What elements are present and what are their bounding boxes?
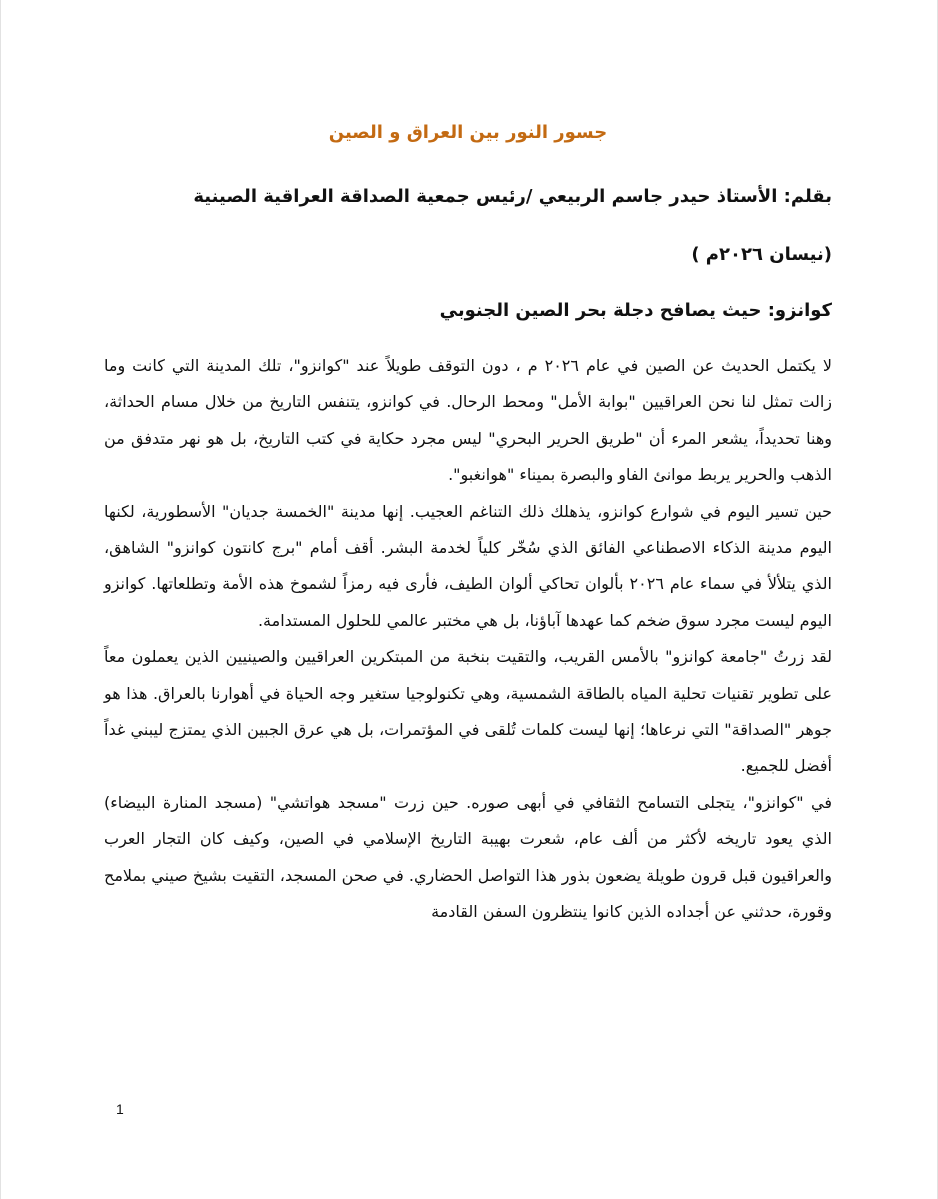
paragraph-1: لا يكتمل الحديث عن الصين في عام ٢٠٢٦ م ، دون التوقف طويلاً عند "كوانزو"، تلك المدينة التي كانت وما زالت تمثل لنا نحن العراقيين "بوابة الأمل" ومحط الرحال. في كوانزو، يتنفس التاريخ من خلال مسام الحداثة، وهنا تحديداً، يشعر المرء أن "طريق الحرير البحري" ليس مجرد حكاية في كتب التاريخ، بل هو نهر متدفق من الذهب والحرير يربط موانئ الفاو والبصرة بميناء "هوانغبو". (104, 356, 832, 485)
document-body (104, 118, 832, 931)
page-number: 1 (116, 1101, 124, 1117)
author-byline: بقلم: الأستاذ حيدر جاسم الربيعي /رئيس جمعية الصداقة العراقية الصينية (193, 186, 832, 207)
document-title: جسور النور بين العراق و الصين (328, 122, 608, 143)
paragraph-3: لقد زرتُ "جامعة كوانزو" بالأمس القريب، والتقيت بنخبة من المبتكرين العراقيين والصينيين الذين يعملون معاً على تطوير تقنيات تحلية المياه بالطاقة الشمسية، وهي تكنولوجيا ستغير وجه الحياة في أهوارنا بالعراق. هذا هو جوهر "الصداقة" التي نرعاها؛ إنها ليست كلمات تُلقى في المؤتمرات، بل هي عرق الجبين الذي يمتزج ليبني غداً أفضل للجميع. (104, 647, 832, 776)
document-date: (نيسان ٢٠٢٦م ) (691, 244, 832, 265)
section-heading: كوانزو: حيث يصافح دجلة بحر الصين الجنوبي (439, 300, 832, 321)
paragraph-2: حين تسير اليوم في شوارع كوانزو، يذهلك ذلك التناغم العجيب. إنها مدينة "الخمسة جديان" الأسطورية، لكنها اليوم مدينة الذكاء الاصطناعي الفائق الذي سُخّر كلياً لخدمة البشر. أقف أمام "برج كانتون كوانزو" الشاهق، الذي يتلألأ في سماء عام ٢٠٢٦ بألوان تحاكي ألوان الطيف، فأرى فيه رمزاً لشموخ هذه الأمة وتطلعاتها. كوانزو اليوم ليست مجرد سوق ضخم كما عهدها آباؤنا، بل هي مختبر عالمي للحلول المستدامة. (104, 501, 832, 630)
paragraph-4: في "كوانزو"، يتجلى التسامح الثقافي في أبهى صوره. حين زرت "مسجد هواتشي" (مسجد المنارة البيضاء) الذي يعود تاريخه لأكثر من ألف عام، شعرت بهيبة التاريخ الإسلامي في الصين، وكيف كان التجار العرب والعراقيون قبل قرون طويلة يضعون بذور هذا التواصل الحضاري. في صحن المسجد، التقيت بشيخ صيني بملامح وقورة، حدثني عن أجداده الذين كانوا ينتظرون السفن القادمة (104, 792, 832, 922)
